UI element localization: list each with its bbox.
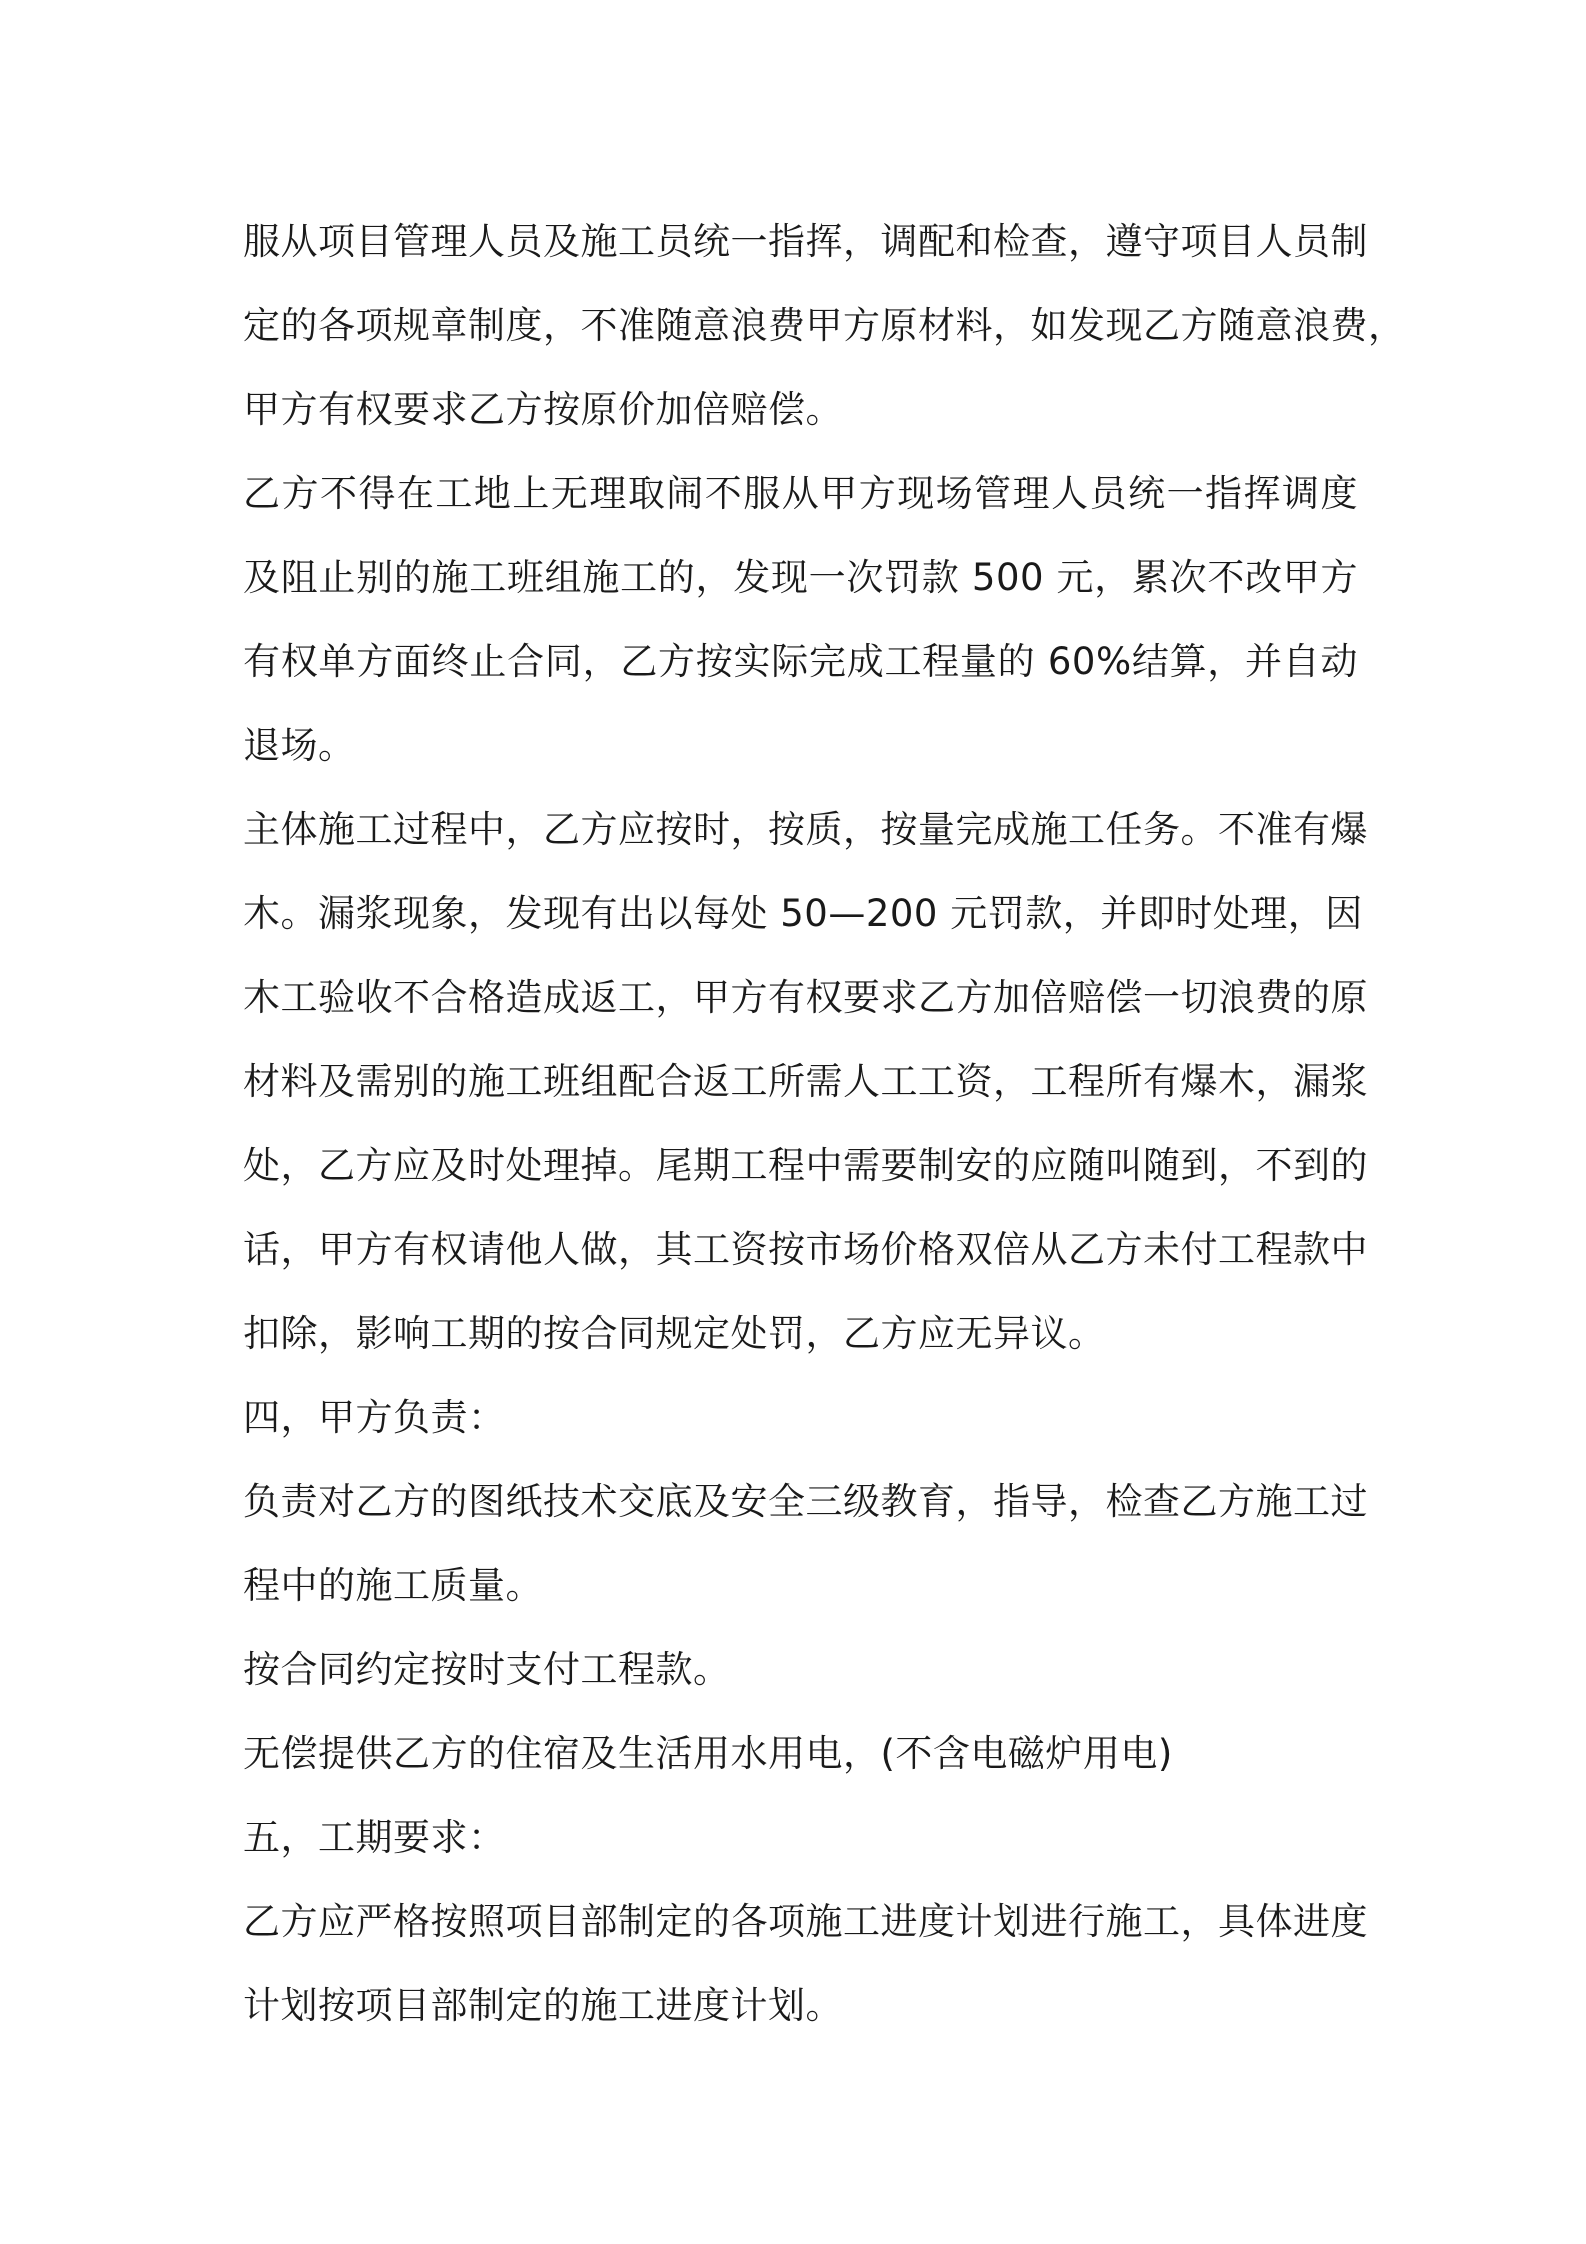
text-line: 主体施工过程中，乙方应按时，按质，按量完成施工任务。不准有爆: [243, 808, 1368, 851]
text-line: 无偿提供乙方的住宿及生活用水用电，(不含电磁炉用电): [243, 1732, 1173, 1775]
section-heading: 四，甲方负责：: [243, 1396, 506, 1439]
text-line: 负责对乙方的图纸技术交底及安全三级教育，指导，检查乙方施工过: [243, 1480, 1368, 1523]
text-line: 退场。: [243, 724, 356, 767]
text-line: 乙方应严格按照项目部制定的各项施工进度计划进行施工，具体进度: [243, 1900, 1368, 1943]
text-line: 按合同约定按时支付工程款。: [243, 1648, 731, 1691]
text-line: 有权单方面终止合同，乙方按实际完成工程量的 60%结算，并自动: [243, 640, 1358, 683]
text-line: 及阻止别的施工班组施工的，发现一次罚款 500 元，累次不改甲方: [243, 556, 1358, 599]
text-line: 扣除，影响工期的按合同规定处罚，乙方应无异议。: [243, 1312, 1106, 1355]
text-line: 木。漏浆现象，发现有出以每处 50—200 元罚款，并即时处理，因: [243, 892, 1363, 935]
text-line: 程中的施工质量。: [243, 1564, 543, 1607]
text-line: 计划按项目部制定的施工进度计划。: [243, 1984, 843, 2027]
text-line: 处，乙方应及时处理掉。尾期工程中需要制安的应随叫随到，不到的: [243, 1144, 1368, 1187]
text-line: 木工验收不合格造成返工，甲方有权要求乙方加倍赔偿一切浪费的原: [243, 976, 1368, 1019]
text-line: 甲方有权要求乙方按原价加倍赔偿。: [243, 388, 843, 431]
text-line: 定的各项规章制度，不准随意浪费甲方原材料，如发现乙方随意浪费，: [243, 304, 1406, 347]
text-line: 服从项目管理人员及施工员统一指挥，调配和检查，遵守项目人员制: [243, 220, 1368, 263]
text-line: 材料及需别的施工班组配合返工所需人工工资，工程所有爆木，漏浆: [243, 1060, 1368, 1103]
text-line: 乙方不得在工地上无理取闹不服从甲方现场管理人员统一指挥调度: [243, 472, 1358, 515]
document-page: [243, 200, 1406, 2048]
text-line: 话，甲方有权请他人做，其工资按市场价格双倍从乙方未付工程款中: [243, 1228, 1368, 1271]
section-heading: 五，工期要求：: [243, 1816, 506, 1859]
